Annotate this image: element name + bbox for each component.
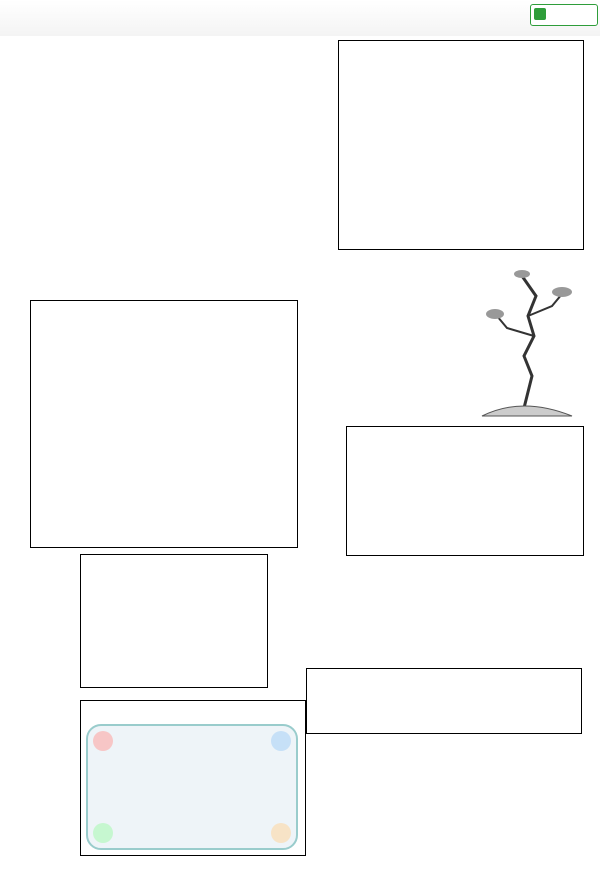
riddle2-box xyxy=(306,668,582,734)
bonsai-illustration xyxy=(462,266,582,426)
riddle-box xyxy=(30,140,298,258)
recommend-table xyxy=(80,554,268,688)
double-dan-table xyxy=(338,40,584,250)
site-icon xyxy=(534,8,546,20)
intro-box xyxy=(30,40,298,140)
analysis-box xyxy=(30,300,298,548)
frame-decoration xyxy=(85,723,299,851)
site-badge[interactable] xyxy=(530,4,598,26)
double-box xyxy=(80,700,306,856)
kill-table xyxy=(346,426,584,556)
page-header xyxy=(0,0,600,36)
